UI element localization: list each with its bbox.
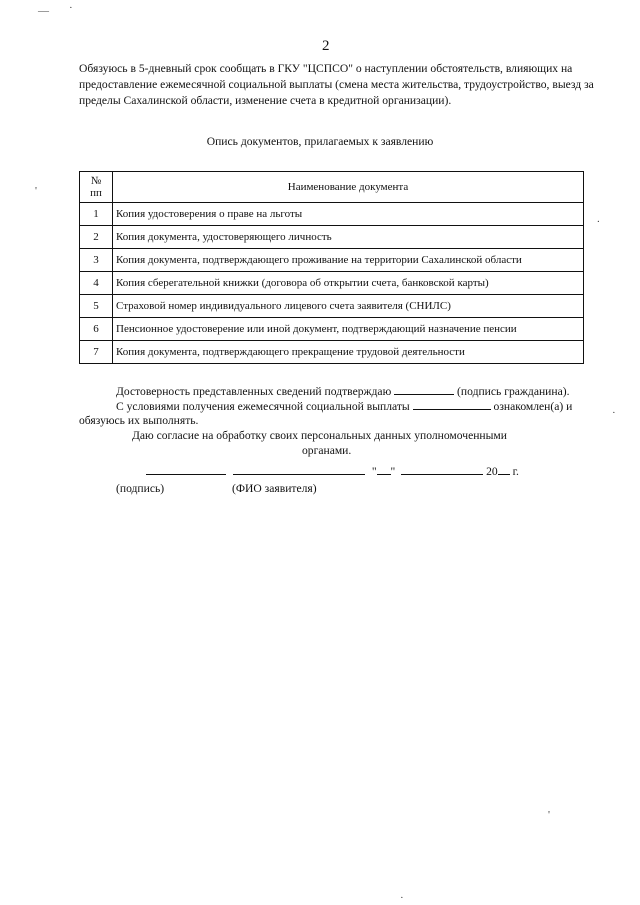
row-number: 1 xyxy=(80,203,113,226)
document-name: Страховой номер индивидуального лицевого счета заявителя (СНИЛС) xyxy=(113,295,584,318)
inventory-heading: Опись документов, прилагаемых к заявлению xyxy=(206,135,434,148)
quote-close: " xyxy=(390,465,396,478)
month-blank[interactable] xyxy=(401,463,483,475)
row-number: 2 xyxy=(80,226,113,249)
row-number: 7 xyxy=(80,341,113,364)
row-number: 3 xyxy=(80,249,113,272)
documents-table xyxy=(79,171,584,364)
attestation-signature-blank[interactable] xyxy=(394,383,454,395)
year-blank[interactable] xyxy=(498,463,510,475)
table-row xyxy=(80,272,584,295)
fio-label: (ФИО заявителя) xyxy=(232,482,317,495)
scan-mark: ' xyxy=(35,185,37,197)
scan-mark: · xyxy=(612,407,616,419)
intro-paragraph: Обязуюсь в 5-дневный срок сообщать в ГКУ "ЦСПСО" о наступлении обстоятельств, влияющих на предоставление ежемесячной социальной выплаты (смена места жительства, трудоустройство, выезд за пределы Сахалинской области, изменение счета в кредитной организации). xyxy=(79,62,594,107)
fio-blank[interactable] xyxy=(233,463,365,475)
column-header-number: № пп xyxy=(80,172,113,203)
consent-line-1: Даю согласие на обработку своих персональных данных уполномоченными xyxy=(132,429,507,442)
table-row xyxy=(80,295,584,318)
page-number: 2 xyxy=(322,38,330,54)
scan-mark: · xyxy=(69,2,73,14)
document-name: Пенсионное удостоверение или иной документ, подтверждающий назначение пенсии xyxy=(113,318,584,341)
row-number: 6 xyxy=(80,318,113,341)
document-name: Копия удостоверения о праве на льготы xyxy=(113,203,584,226)
table-header-row xyxy=(80,172,584,203)
signature-label: (подпись) xyxy=(116,482,165,495)
conditions-suffix: ознакомлен(а) и xyxy=(493,400,573,413)
conditions-signature-blank[interactable] xyxy=(413,398,491,410)
table-row xyxy=(80,341,584,364)
document-name: Копия сберегательной книжки (договора об открытии счета, банковской карты) xyxy=(113,272,584,295)
quote-open: " xyxy=(371,465,377,478)
consent-line-2: органами. xyxy=(302,444,352,457)
year-prefix: 20 xyxy=(486,465,498,478)
table-row xyxy=(80,249,584,272)
table-row xyxy=(80,226,584,249)
signature-row xyxy=(146,463,519,480)
conditions-text: С условиями получения ежемесячной социальной выплаты xyxy=(116,400,410,413)
document-name: Копия документа, подтверждающего прекращение трудовой деятельности xyxy=(113,341,584,364)
row-number: 4 xyxy=(80,272,113,295)
column-header-name: Наименование документа xyxy=(113,172,584,203)
table-row xyxy=(80,203,584,226)
year-suffix: г. xyxy=(512,465,519,478)
document-name: Копия документа, удостоверяющего личность xyxy=(113,226,584,249)
scan-mark: ' xyxy=(548,809,550,821)
conditions-continuation: обязуюсь их выполнять. xyxy=(79,414,199,427)
row-number: 5 xyxy=(80,295,113,318)
day-blank[interactable] xyxy=(377,463,391,475)
scan-mark: · xyxy=(400,892,404,904)
signature-blank[interactable] xyxy=(146,463,226,475)
scan-mark: . xyxy=(597,213,600,225)
table-row xyxy=(80,318,584,341)
attestation-suffix: (подпись гражданина). xyxy=(457,385,570,398)
document-name: Копия документа, подтверждающего проживание на территории Сахалинской области xyxy=(113,249,584,272)
scan-mark: — xyxy=(38,5,49,17)
attestation-text: Достоверность представленных сведений подтверждаю xyxy=(116,385,392,398)
